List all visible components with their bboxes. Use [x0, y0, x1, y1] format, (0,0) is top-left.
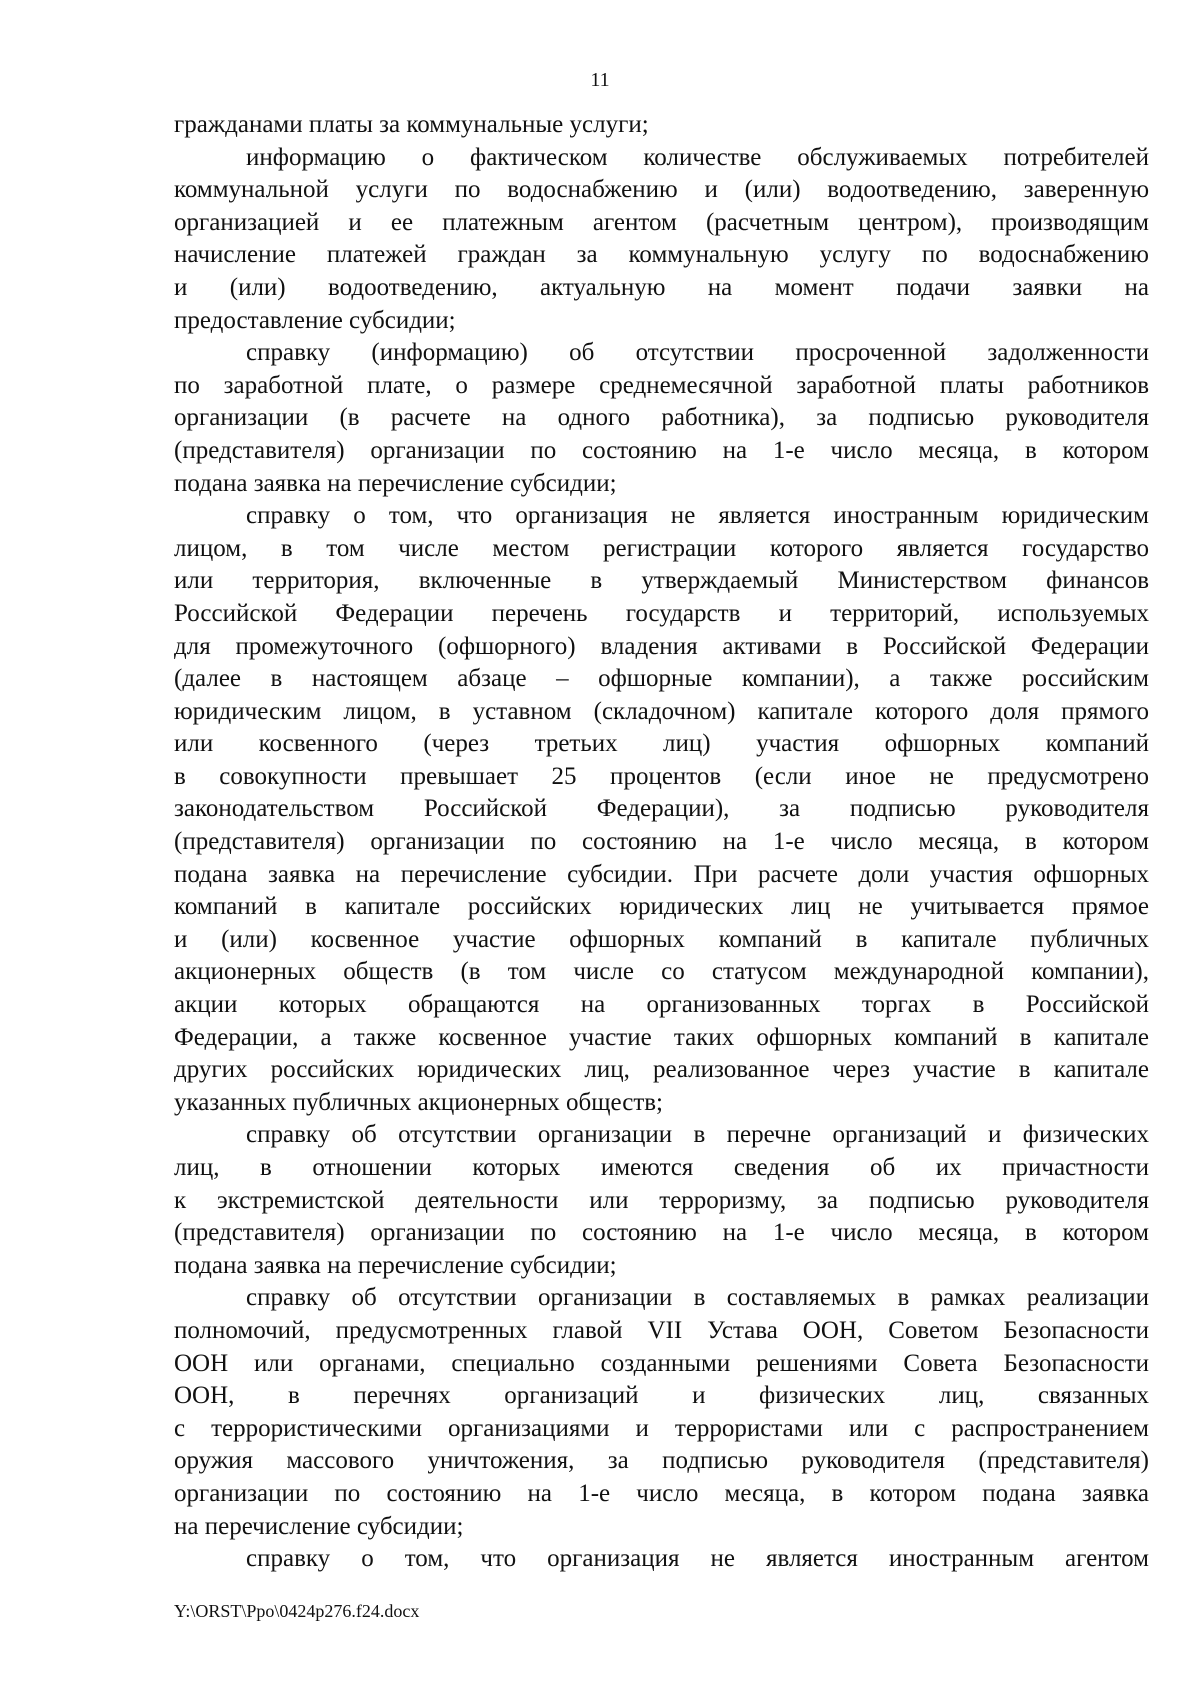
text-line: по заработной плате, о размере среднемесячной заработной платы работников — [174, 371, 1149, 399]
page-number: 11 — [590, 69, 610, 91]
text-line: лиц, в отношении которых имеются сведения об их причастности — [174, 1154, 1149, 1181]
footer-file-path: Y:\ORST\Ppo\0424p276.f24.docx — [174, 1601, 420, 1621]
paragraph — [174, 142, 1149, 338]
paragraph — [174, 500, 1149, 1119]
text-line: (представителя) организации по состоянию на 1-е число месяца, в котором — [174, 1219, 1149, 1247]
text-line: организации (в расчете на одного работника), за подписью руководителя — [174, 404, 1149, 432]
text-line: (далее в настоящем абзаце – офшорные компании), а также российским — [174, 665, 1149, 693]
text-line: и (или) косвенное участие офшорных компаний в капитале публичных — [174, 925, 1149, 953]
paragraph — [174, 1119, 1149, 1282]
text-line: или косвенного (через третьих лиц) участия офшорных компаний — [174, 730, 1149, 758]
text-line: подана заявка на перечисление субсидии; — [174, 1251, 617, 1279]
text-line: в совокупности превышает 25 процентов (если иное не предусмотрено — [174, 762, 1149, 790]
text-line: или территория, включенные в утверждаемый Министерством финансов — [174, 567, 1149, 595]
text-line: к экстремистской деятельности или терроризму, за подписью руководителя — [174, 1186, 1149, 1214]
text-line: ООН или органами, специально созданными решениями Совета Безопасности — [174, 1349, 1149, 1377]
text-line: справку об отсутствии организации в перечне организаций и физических — [246, 1121, 1149, 1149]
text-line: акции которых обращаются на организованных торгах в Российской — [174, 991, 1149, 1019]
text-line: подана заявка на перечисление субсидии; — [174, 469, 617, 497]
text-line: полномочий, предусмотренных главой VII Устава ООН, Советом Безопасности — [174, 1316, 1149, 1344]
paragraph — [174, 1543, 1149, 1576]
text-line: компаний в капитале российских юридических лиц не учитывается прямое — [174, 893, 1149, 921]
paragraph — [174, 337, 1149, 500]
text-line: юридическим лицом, в уставном (складочном) капитале которого доля прямого — [174, 697, 1149, 725]
paragraph — [174, 1282, 1149, 1543]
text-line: лицом, в том числе местом регистрации которого является государство — [174, 534, 1149, 562]
text-line: справку об отсутствии организации в составляемых в рамках реализации — [246, 1284, 1149, 1312]
text-line: для промежуточного (офшорного) владения активами в Российской Федерации — [174, 632, 1149, 660]
text-line: и (или) водоотведению, актуальную на момент подачи заявки на — [174, 273, 1149, 301]
text-line: Российской Федерации перечень государств и территорий, используемых — [174, 599, 1149, 627]
paragraph — [174, 109, 1149, 142]
text-line: акционерных обществ (в том числе со статусом международной компании), — [174, 958, 1149, 986]
text-line: указанных публичных акционерных обществ; — [174, 1088, 664, 1116]
text-line: Федерации, а также косвенное участие таких офшорных компаний в капитале — [174, 1023, 1149, 1051]
text-line: справку (информацию) об отсутствии просроченной задолженности — [246, 339, 1149, 367]
text-line: на перечисление субсидии; — [174, 1512, 464, 1540]
text-line: начисление платежей граждан за коммунальную услугу по водоснабжению — [174, 241, 1149, 269]
text-line: законодательством Российской Федерации), за подписью руководителя — [174, 795, 1149, 823]
text-line: ООН, в перечнях организаций и физических лиц, связанных — [174, 1382, 1149, 1410]
text-line: справку о том, что организация не является иностранным юридическим — [246, 502, 1149, 530]
text-line: с террористическими организациями и террористами или с распространением — [174, 1414, 1149, 1442]
text-line: (представителя) организации по состоянию на 1-е число месяца, в котором — [174, 828, 1149, 856]
text-line: информацию о фактическом количестве обслуживаемых потребителей — [246, 143, 1149, 171]
text-line: организацией и ее платежным агентом (расчетным центром), производящим — [174, 208, 1149, 236]
text-line: подана заявка на перечисление субсидии. При расчете доли участия офшорных — [174, 860, 1149, 888]
document-body — [174, 109, 1149, 1576]
text-line: других российских юридических лиц, реализованное через участие в капитале — [174, 1056, 1149, 1084]
text-line: организации по состоянию на 1-е число месяца, в котором подана заявка — [174, 1479, 1149, 1507]
text-line: коммунальной услуги по водоснабжению и (или) водоотведению, заверенную — [174, 176, 1149, 204]
text-line: оружия массового уничтожения, за подписью руководителя (представителя) — [174, 1447, 1149, 1475]
text-line: предоставление субсидии; — [174, 306, 456, 334]
text-line: справку о том, что организация не является иностранным агентом — [246, 1545, 1149, 1573]
text-line: гражданами платы за коммунальные услуги; — [174, 111, 649, 138]
text-line: (представителя) организации по состоянию на 1-е число месяца, в котором — [174, 436, 1149, 464]
